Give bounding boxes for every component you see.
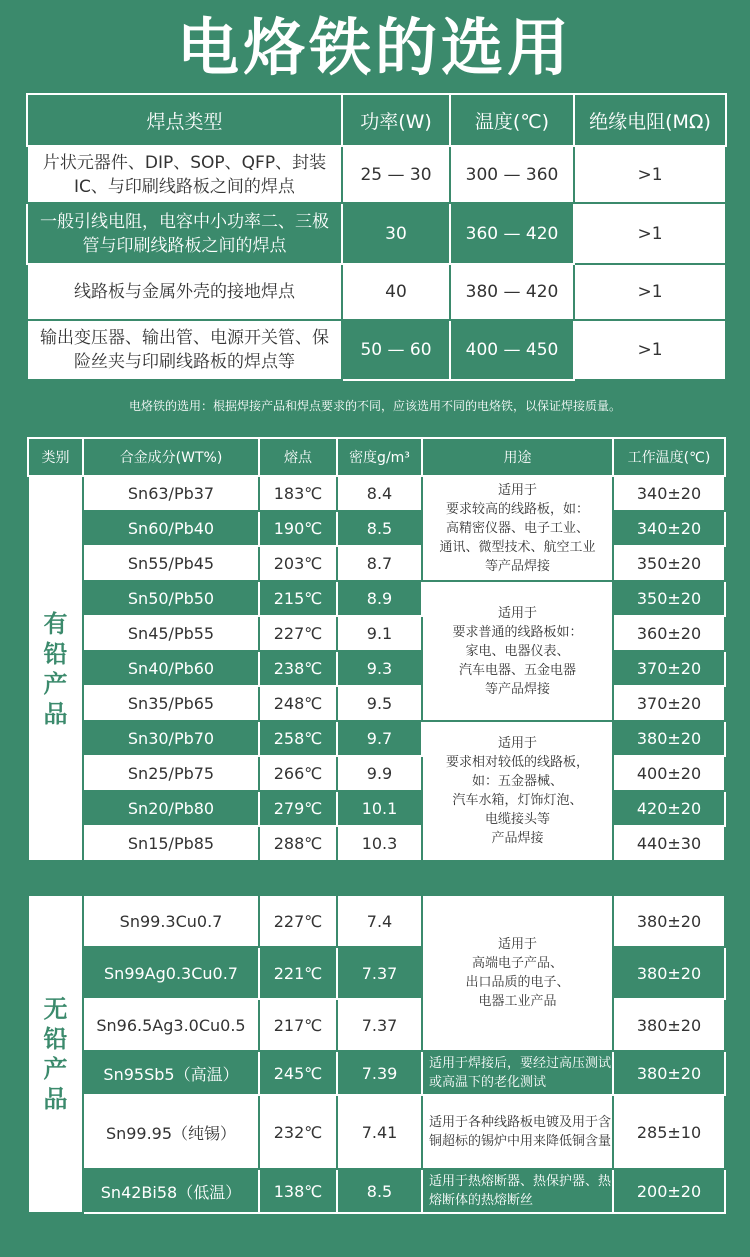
cell-work-temp: 350±20 [613, 546, 725, 581]
cell-density: 9.5 [337, 686, 422, 721]
cell-melt: 232℃ [259, 1095, 337, 1169]
header-insulation: 绝缘电阻(MΩ) [574, 94, 726, 146]
cell-density: 7.37 [337, 947, 422, 999]
iron-selection-table [26, 93, 727, 381]
table-row [28, 721, 725, 756]
cell-temp: 300 — 360 [450, 146, 574, 203]
cell-work-temp: 370±20 [613, 651, 725, 686]
cell-melt: 227℃ [259, 895, 337, 947]
cell-usage: 适用于焊接后，要经过高压测试或高温下的老化测试 [422, 1051, 613, 1095]
cell-usage: 适用于 要求较高的线路板，如： 高精密仪器、电子工业、 通讯、微型技术、航空工业 等产品焊接 [422, 476, 613, 581]
header-alloy: 合金成分(WT%) [83, 438, 259, 476]
table-row [28, 895, 725, 947]
cell-type: 一般引线电阻，电容中小功率二、三极管与印刷线路板之间的焊点 [27, 203, 342, 264]
cell-melt: 190℃ [259, 511, 337, 546]
header-category: 类别 [28, 438, 83, 476]
cell-density: 8.4 [337, 476, 422, 511]
cell-melt: 203℃ [259, 546, 337, 581]
header-joint-type: 焊点类型 [27, 94, 342, 146]
table-row [28, 791, 725, 826]
cell-alloy: Sn15/Pb85 [83, 826, 259, 861]
cell-temp: 360 — 420 [450, 203, 574, 264]
cell-density: 7.37 [337, 999, 422, 1051]
cell-density: 9.7 [337, 721, 422, 756]
cell-work-temp: 360±20 [613, 616, 725, 651]
cell-melt: 258℃ [259, 721, 337, 756]
cell-alloy: Sn99Ag0.3Cu0.7 [83, 947, 259, 999]
cell-type: 片状元器件、DIP、SOP、QFP、封装IC、与印刷线路板之间的焊点 [27, 146, 342, 203]
table-row [28, 999, 725, 1051]
cell-power: 50 — 60 [342, 320, 450, 380]
category-leaded: 有铅产品 [28, 476, 83, 861]
cell-alloy: Sn30/Pb70 [83, 721, 259, 756]
cell-temp: 400 — 450 [450, 320, 574, 380]
cell-usage: 适用于 要求普通的线路板如： 家电、电器仪表、 汽车电器、五金电器 等产品焊接 [422, 581, 613, 721]
cell-work-temp: 340±20 [613, 476, 725, 511]
separator-row [28, 861, 725, 895]
cell-density: 9.3 [337, 651, 422, 686]
cell-work-temp: 370±20 [613, 686, 725, 721]
header-power: 功率(W) [342, 94, 450, 146]
cell-type: 输出变压器、输出管、电源开关管、保险丝夹与印刷线路板的焊点等 [27, 320, 342, 380]
cell-alloy: Sn99.95（纯锡） [83, 1095, 259, 1169]
cell-temp: 380 — 420 [450, 264, 574, 320]
category-lead-free: 无铅产品 [28, 895, 83, 1213]
cell-melt: 245℃ [259, 1051, 337, 1095]
cell-density: 8.5 [337, 1169, 422, 1213]
cell-density: 7.39 [337, 1051, 422, 1095]
cell-alloy: Sn40/Pb60 [83, 651, 259, 686]
cell-work-temp: 340±20 [613, 511, 725, 546]
cell-melt: 215℃ [259, 581, 337, 616]
cell-alloy: Sn55/Pb45 [83, 546, 259, 581]
cell-work-temp: 380±20 [613, 947, 725, 999]
table-row [28, 826, 725, 861]
cell-melt: 248℃ [259, 686, 337, 721]
cell-melt: 221℃ [259, 947, 337, 999]
cell-melt: 266℃ [259, 756, 337, 791]
cell-density: 7.41 [337, 1095, 422, 1169]
cell-usage: 适用于 高端电子产品、 出口品质的电子、 电器工业产品 [422, 895, 613, 1051]
cell-melt: 217℃ [259, 999, 337, 1051]
cell-density: 9.9 [337, 756, 422, 791]
header-temperature: 温度(℃) [450, 94, 574, 146]
cell-work-temp: 380±20 [613, 895, 725, 947]
cell-res: >1 [574, 203, 726, 264]
cell-alloy: Sn25/Pb75 [83, 756, 259, 791]
cell-density: 8.9 [337, 581, 422, 616]
header-usage: 用途 [422, 438, 613, 476]
note-text: 电烙铁的选用：根据焊接产品和焊点要求的不同，应该选用不同的电烙铁，以保证焊接质量。 [128, 399, 621, 413]
header-melting-point: 熔点 [259, 438, 337, 476]
cell-usage: 适用于各种线路板电镀及用于含铜超标的锡炉中用来降低铜含量 [422, 1095, 613, 1169]
cell-alloy: Sn35/Pb65 [83, 686, 259, 721]
table-row [28, 686, 725, 721]
cell-alloy: Sn96.5Ag3.0Cu0.5 [83, 999, 259, 1051]
table-row [27, 264, 726, 320]
solder-alloy-table [27, 437, 726, 1214]
cell-density: 7.4 [337, 895, 422, 947]
cell-alloy: Sn42Bi58（低温） [83, 1169, 259, 1213]
table-row [27, 146, 726, 203]
table-row [28, 581, 725, 616]
table-row [28, 1095, 725, 1169]
cell-melt: 279℃ [259, 791, 337, 826]
cell-usage: 适用于 要求相对较低的线路板， 如：五金器械、 汽车水箱，灯饰灯泡、 电缆接头等 产品焊接 [422, 721, 613, 861]
cell-type: 线路板与金属外壳的接地焊点 [27, 264, 342, 320]
cell-density: 10.1 [337, 791, 422, 826]
table-row [28, 1169, 725, 1213]
cell-usage: 适用于热熔断器、热保护器、热熔断体的热熔断丝 [422, 1169, 613, 1213]
cell-alloy: Sn63/Pb37 [83, 476, 259, 511]
cell-density: 8.7 [337, 546, 422, 581]
table-row [28, 476, 725, 511]
cell-alloy: Sn20/Pb80 [83, 791, 259, 826]
page-title: 电烙铁的选用 [176, 11, 573, 84]
cell-alloy: Sn50/Pb50 [83, 581, 259, 616]
table-row [27, 203, 726, 264]
cell-melt: 183℃ [259, 476, 337, 511]
cell-work-temp: 200±20 [613, 1169, 725, 1213]
table-row [28, 546, 725, 581]
cell-alloy: Sn95Sb5（高温） [83, 1051, 259, 1095]
cell-density: 10.3 [337, 826, 422, 861]
table-row [28, 756, 725, 791]
cell-melt: 288℃ [259, 826, 337, 861]
cell-melt: 238℃ [259, 651, 337, 686]
cell-power: 25 — 30 [342, 146, 450, 203]
table-row [27, 320, 726, 380]
cell-work-temp: 285±10 [613, 1095, 725, 1169]
table-row [28, 947, 725, 999]
cell-res: >1 [574, 264, 726, 320]
cell-work-temp: 400±20 [613, 756, 725, 791]
table-row [28, 511, 725, 546]
header-density: 密度g/m³ [337, 438, 422, 476]
cell-res: >1 [574, 146, 726, 203]
cell-alloy: Sn99.3Cu0.7 [83, 895, 259, 947]
cell-work-temp: 380±20 [613, 721, 725, 756]
cell-power: 30 [342, 203, 450, 264]
cell-work-temp: 440±30 [613, 826, 725, 861]
cell-work-temp: 420±20 [613, 791, 725, 826]
table-row [28, 1051, 725, 1095]
cell-melt: 227℃ [259, 616, 337, 651]
cell-work-temp: 380±20 [613, 999, 725, 1051]
table-row [28, 616, 725, 651]
cell-power: 40 [342, 264, 450, 320]
cell-alloy: Sn45/Pb55 [83, 616, 259, 651]
cell-res: >1 [574, 320, 726, 380]
cell-work-temp: 350±20 [613, 581, 725, 616]
cell-melt: 138℃ [259, 1169, 337, 1213]
table-row [28, 651, 725, 686]
cell-work-temp: 380±20 [613, 1051, 725, 1095]
cell-density: 8.5 [337, 511, 422, 546]
cell-alloy: Sn60/Pb40 [83, 511, 259, 546]
header-work-temp: 工作温度(℃) [613, 438, 725, 476]
cell-density: 9.1 [337, 616, 422, 651]
